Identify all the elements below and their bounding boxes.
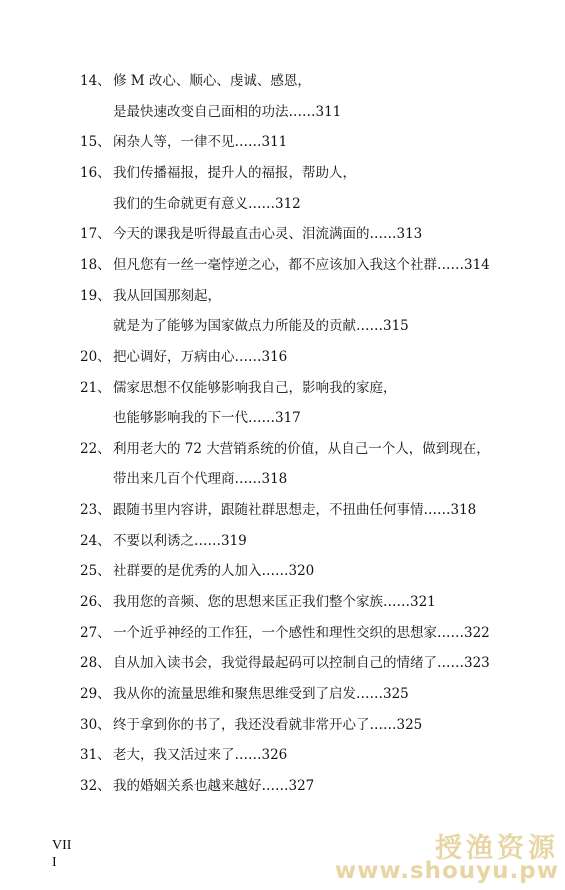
- toc-entry: [0, 591, 565, 613]
- toc-entry-text: 老大，我又活过来了……326: [113, 747, 288, 764]
- toc-entry-number: 21、: [80, 379, 111, 396]
- toc-entry: [0, 652, 565, 674]
- toc-entry-text: 今天的课我是听得最直击心灵、泪流满面的……313: [113, 226, 423, 243]
- toc-entry: [0, 683, 565, 705]
- watermark-title: 授渔资源: [435, 833, 559, 864]
- toc-entry-continuation: [0, 193, 565, 215]
- toc-entry-number: 32、: [80, 777, 111, 794]
- toc-entry-continuation: [0, 468, 565, 490]
- watermark-url: www.shouyu.pw: [334, 858, 559, 884]
- toc-entry-text: 我从回国那刻起，: [113, 287, 221, 304]
- toc-entry-text: 我用您的音频、您的思想来匡正我们整个家族……321: [113, 594, 436, 611]
- toc-entry: [0, 775, 565, 797]
- page-number-line2: I: [52, 855, 57, 870]
- toc-entry-number: 25、: [80, 563, 111, 580]
- toc-entry-text: 自从加入读书会，我觉得最起码可以控制自己的情绪了……323: [113, 655, 490, 672]
- toc-entry: [0, 131, 565, 153]
- toc-entry-number: 31、: [80, 747, 111, 764]
- toc-entry-number: 15、: [80, 134, 111, 151]
- toc-entry-number: 24、: [80, 532, 111, 549]
- toc-entry: [0, 70, 565, 92]
- toc-entry: [0, 744, 565, 766]
- toc-entry-text: 但凡您有一丝一毫悖逆之心，都不应该加入我这个社群……314: [113, 256, 490, 273]
- toc-entry: [0, 438, 565, 460]
- toc-entry-text: 也能够影响我的下一代……317: [113, 410, 301, 427]
- toc-entry-number: 17、: [80, 226, 111, 243]
- toc-entry: [0, 254, 565, 276]
- toc-entry-number: 23、: [80, 502, 111, 519]
- toc-entry-continuation: [0, 315, 565, 337]
- toc-entry-text: 就是为了能够为国家做点力所能及的贡献……315: [113, 318, 409, 335]
- toc-entry-number: 26、: [80, 594, 111, 611]
- toc-entry-continuation: [0, 407, 565, 429]
- toc-entry-continuation: [0, 101, 565, 123]
- toc-entry-number: 19、: [80, 287, 111, 304]
- toc-entry-text: 不要以利诱之……319: [113, 532, 247, 549]
- page-number-line1: VII: [52, 838, 72, 853]
- toc-entry-text: 带出来几百个代理商……318: [113, 471, 288, 488]
- toc-entry: [0, 346, 565, 368]
- toc-entry: [0, 377, 565, 399]
- toc-entry: [0, 714, 565, 736]
- toc-entry-text: 儒家思想不仅能够影响我自己，影响我的家庭，: [113, 379, 397, 396]
- toc-entry-number: 14、: [80, 73, 111, 89]
- toc-entry: [0, 223, 565, 245]
- toc-entry: [0, 285, 565, 307]
- toc-entry-number: 28、: [80, 655, 111, 672]
- toc-entry: [0, 499, 565, 521]
- toc-entry-text: 一个近乎神经的工作狂，一个感性和理性交织的思想家……322: [113, 624, 490, 641]
- toc-entry: [0, 162, 565, 184]
- toc-entry-number: 18、: [80, 256, 111, 273]
- toc-entry-number: 30、: [80, 716, 111, 733]
- toc-entry: [0, 560, 565, 582]
- toc-entry-text: 闲杂人等，一律不见……311: [113, 134, 288, 151]
- toc-entry-text: 我们传播福报，提升人的福报，帮助人，: [113, 164, 356, 181]
- toc-entry-text: 跟随书里内容讲，跟随社群思想走，不扭曲任何事情……318: [113, 502, 477, 519]
- toc-entry-number: 27、: [80, 624, 111, 641]
- toc-entry-text: 社群要的是优秀的人加入……320: [113, 563, 315, 580]
- toc-entry-text: 终于拿到你的书了，我还没看就非常开心了……325: [113, 716, 423, 733]
- toc-entry-text: 把心调好，万病由心……316: [113, 348, 288, 365]
- toc-entry-text: 修 M 改心、顺心、虔诚、感恩，: [113, 73, 311, 89]
- toc-entry-text: 利用老大的 72 大营销系统的价值，从自己一个人，做到现在，: [113, 440, 490, 457]
- toc-entry-number: 16、: [80, 164, 111, 181]
- toc-entry-number: 29、: [80, 686, 111, 702]
- toc-entry: [0, 530, 565, 552]
- toc-entry-text: 我们的生命就更有意义……312: [113, 195, 301, 212]
- toc-entry-number: 20、: [80, 348, 111, 365]
- toc-entry-text: 我从你的流量思维和聚焦思维受到了启发……325: [113, 686, 409, 702]
- toc-entry-number: 22、: [80, 440, 111, 457]
- toc-entry-text: 我的婚姻关系也越来越好……327: [113, 777, 315, 794]
- toc-entry: [0, 622, 565, 644]
- toc-entry-text: 是最快速改变自己面相的功法……311: [113, 103, 342, 120]
